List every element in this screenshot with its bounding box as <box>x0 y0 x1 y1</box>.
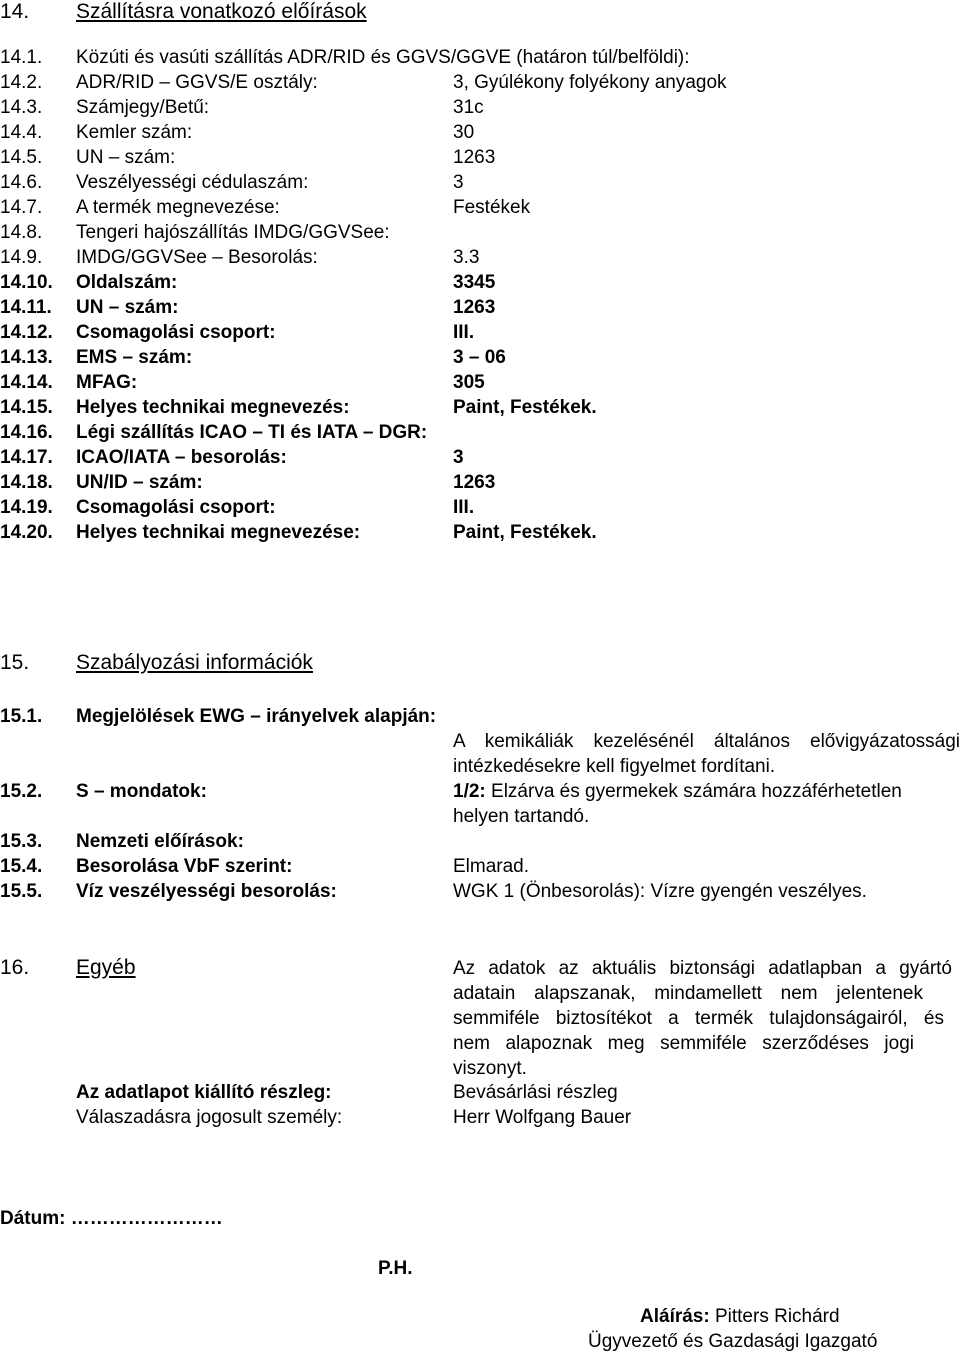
row-14-3-value: 31c <box>453 97 484 118</box>
disclaimer-line-2: adatain alapszanak, mindamellett nem jelentenek <box>453 983 923 1004</box>
row-14-13-number: 14.13. <box>0 347 53 368</box>
row-14-17-value: 3 <box>453 447 464 468</box>
s-phrase-code: 1/2: <box>453 781 486 802</box>
row-14-12-value: III. <box>453 322 475 343</box>
row-14-16-number: 14.16. <box>0 422 53 443</box>
row-14-7-value: Festékek <box>453 197 531 218</box>
row-14-14-value: 305 <box>453 372 485 393</box>
row-15-2-text-2: helyen tartandó. <box>453 806 590 827</box>
row-14-20-value: Paint, Festékek. <box>453 522 597 543</box>
row-15-4-label: Besorolása VbF szerint: <box>76 856 293 877</box>
row-15-1-text-2: intézkedésekre kell figyelmet fordítani. <box>453 756 776 777</box>
row-14-5-label: UN – szám: <box>76 147 176 168</box>
row-14-16-label: Légi szállítás ICAO – TI és IATA – DGR: <box>76 422 428 443</box>
section-14-title: Szállításra vonatkozó előírások <box>76 0 367 23</box>
row-14-14-label: MFAG: <box>76 372 138 393</box>
row-14-2-value: 3, Gyúlékony folyékony anyagok <box>453 72 727 93</box>
section-14-number: 14. <box>0 0 30 23</box>
row-14-9-value: 3.3 <box>453 247 480 268</box>
row-14-6-label: Veszélyességi cédulaszám: <box>76 172 309 193</box>
row-14-4-value: 30 <box>453 122 475 143</box>
row-14-4-label: Kemler szám: <box>76 122 193 143</box>
row-14-7-number: 14.7. <box>0 197 43 218</box>
row-14-18-label: UN/ID – szám: <box>76 472 203 493</box>
s-phrase-text: Elzárva és gyermekek számára hozzáférhetetlen <box>491 781 902 802</box>
section-15-title: Szabályozási információk <box>76 651 313 674</box>
issuer-value: Bevásárlási részleg <box>453 1082 618 1103</box>
row-14-20-label: Helyes technikai megnevezése: <box>76 522 361 543</box>
row-14-4-number: 14.4. <box>0 122 43 143</box>
row-15-5-label: Víz veszélyességi besorolás: <box>76 881 337 902</box>
row-15-5-number: 15.5. <box>0 881 43 902</box>
row-14-3-number: 14.3. <box>0 97 43 118</box>
row-14-2-label: ADR/RID – GGVS/E osztály: <box>76 72 318 93</box>
row-14-9-number: 14.9. <box>0 247 43 268</box>
row-14-19-value: III. <box>453 497 475 518</box>
row-14-12-number: 14.12. <box>0 322 53 343</box>
row-14-2-number: 14.2. <box>0 72 43 93</box>
row-14-6-number: 14.6. <box>0 172 43 193</box>
disclaimer-line-3: semmiféle biztosítékot a termék tulajdonságairól, és <box>453 1008 944 1029</box>
section-16-title: Egyéb <box>76 956 136 979</box>
row-14-5-value: 1263 <box>453 147 496 168</box>
row-14-19-number: 14.19. <box>0 497 53 518</box>
row-15-2-text-1 <box>453 781 902 803</box>
row-14-13-label: EMS – szám: <box>76 347 193 368</box>
row-14-1-label: Közúti és vasúti szállítás ADR/RID és GGVS/GGVE (határon túl/belföldi): <box>76 47 690 68</box>
row-14-9-label: IMDG/GGVSee – Besorolás: <box>76 247 318 268</box>
row-14-20-number: 14.20. <box>0 522 53 543</box>
row-15-1-label: Megjelölések EWG – irányelvek alapján: <box>76 706 437 727</box>
row-14-3-label: Számjegy/Betű: <box>76 97 210 118</box>
row-14-5-number: 14.5. <box>0 147 43 168</box>
section-16-number: 16. <box>0 956 30 979</box>
stamp-placeholder: P.H. <box>378 1258 413 1279</box>
row-14-10-label: Oldalszám: <box>76 272 178 293</box>
row-14-13-value: 3 – 06 <box>453 347 506 368</box>
row-14-18-value: 1263 <box>453 472 496 493</box>
row-14-15-label: Helyes technikai megnevezés: <box>76 397 350 418</box>
row-14-8-label: Tengeri hajószállítás IMDG/GGVSee: <box>76 222 390 243</box>
row-15-4-number: 15.4. <box>0 856 43 877</box>
date-field: Dátum: …………………… <box>0 1208 223 1229</box>
row-14-12-label: Csomagolási csoport: <box>76 322 276 343</box>
signatory-role: Ügyvezető és Gazdasági Igazgató <box>588 1331 878 1352</box>
row-15-4-value: Elmarad. <box>453 856 530 877</box>
row-14-11-label: UN – szám: <box>76 297 179 318</box>
row-15-1-text-1: A kemikáliák kezelésénél általános elővigyázatossági <box>453 731 960 752</box>
row-14-7-label: A termék megnevezése: <box>76 197 280 218</box>
row-15-2-label: S – mondatok: <box>76 781 207 802</box>
row-14-17-label: ICAO/IATA – besorolás: <box>76 447 287 468</box>
signature-label: Aláírás: <box>640 1306 710 1327</box>
row-14-11-number: 14.11. <box>0 297 52 318</box>
issuer-label: Az adatlapot kiállító részleg: <box>76 1082 332 1103</box>
row-14-19-label: Csomagolási csoport: <box>76 497 276 518</box>
row-15-3-number: 15.3. <box>0 831 43 852</box>
row-15-2-number: 15.2. <box>0 781 43 802</box>
row-15-3-label: Nemzeti előírások: <box>76 831 244 852</box>
row-14-17-number: 14.17. <box>0 447 53 468</box>
signature-line <box>640 1306 840 1328</box>
row-14-1-number: 14.1. <box>0 47 43 68</box>
row-14-15-value: Paint, Festékek. <box>453 397 597 418</box>
disclaimer-line-1: Az adatok az aktuális biztonsági adatlapban a gyártó <box>453 958 952 979</box>
row-14-15-number: 14.15. <box>0 397 53 418</box>
disclaimer-line-5: viszonyt. <box>453 1058 527 1079</box>
row-14-8-number: 14.8. <box>0 222 43 243</box>
row-14-6-value: 3 <box>453 172 464 193</box>
row-14-10-value: 3345 <box>453 272 496 293</box>
row-14-18-number: 14.18. <box>0 472 53 493</box>
row-15-5-value: WGK 1 (Önbesorolás): Vízre gyengén veszélyes. <box>453 881 867 902</box>
disclaimer-line-4: nem alapoznak meg semmiféle szerződéses jogi <box>453 1033 914 1054</box>
row-15-1-number: 15.1. <box>0 706 43 727</box>
section-15-number: 15. <box>0 651 30 674</box>
row-14-11-value: 1263 <box>453 297 496 318</box>
row-14-10-number: 14.10. <box>0 272 53 293</box>
signatory-name: Pitters Richárd <box>714 1306 840 1327</box>
contact-label: Válaszadásra jogosult személy: <box>76 1107 343 1128</box>
row-14-14-number: 14.14. <box>0 372 53 393</box>
contact-value: Herr Wolfgang Bauer <box>453 1107 632 1128</box>
